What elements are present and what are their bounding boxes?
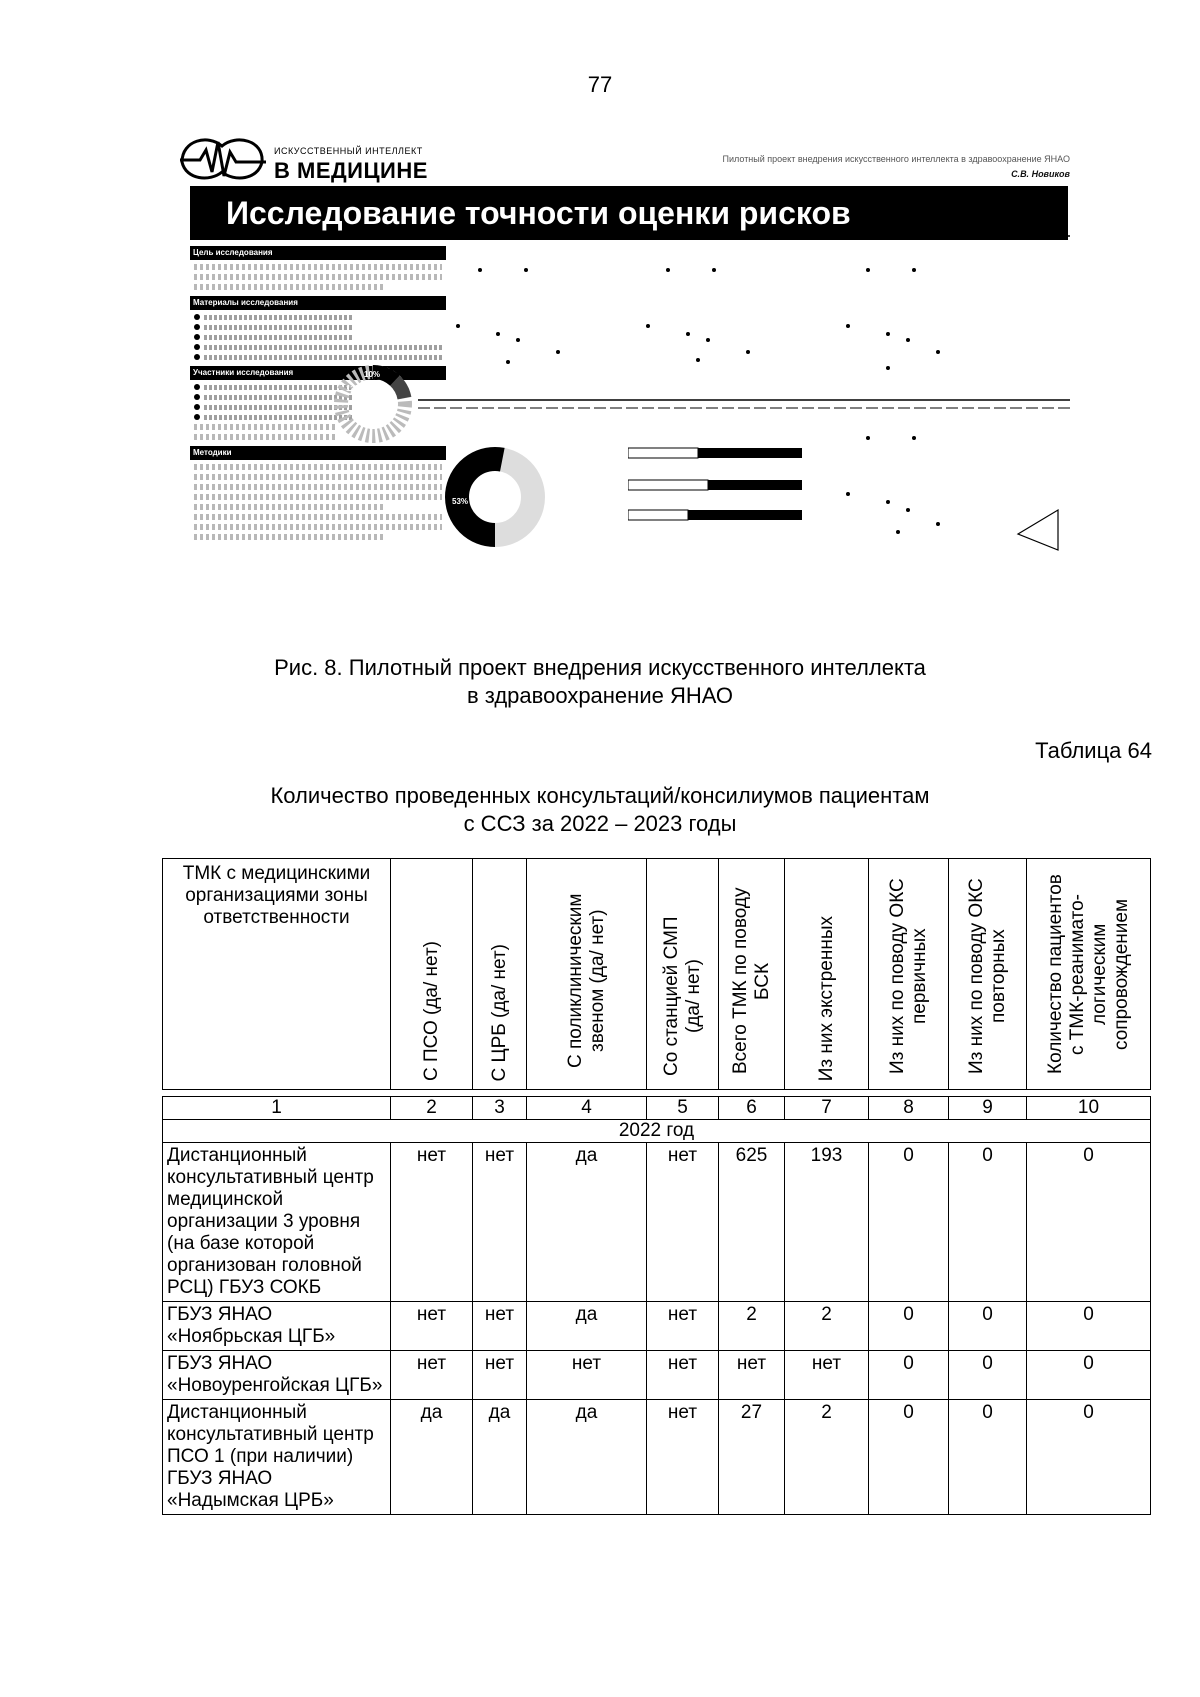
blurred-text — [194, 484, 442, 490]
table-cell: да — [527, 1143, 647, 1302]
header-label: С ПСО (да/ нет) — [420, 940, 442, 1081]
table-cell: нет — [719, 1351, 785, 1400]
table-cell: 193 — [785, 1143, 869, 1302]
blurred-text — [194, 274, 442, 280]
blurred-text — [194, 424, 335, 430]
column-number: 6 — [719, 1097, 785, 1120]
blurred-text — [194, 534, 386, 540]
bullet-icon — [194, 324, 200, 330]
table-title — [0, 782, 1200, 838]
table-cell: 2 — [785, 1400, 869, 1515]
donut-big-label: 53% — [452, 497, 469, 506]
header-label: Из них по поводу ОКС повторных — [965, 878, 1009, 1074]
table-cell: нет — [785, 1351, 869, 1400]
table-cell: 2 — [785, 1302, 869, 1351]
materials-item — [194, 324, 442, 330]
column-number: 2 — [391, 1097, 473, 1120]
blurred-text — [194, 494, 442, 500]
bar-group — [628, 444, 808, 534]
org-name-cell: ГБУЗ ЯНАО «Новоуренгойская ЦГБ» — [163, 1351, 391, 1400]
materials-item — [194, 314, 442, 320]
table-cell: 0 — [1027, 1351, 1151, 1400]
table-cell: 0 — [1027, 1400, 1151, 1515]
table-cell: да — [473, 1400, 527, 1515]
column-number: 3 — [473, 1097, 527, 1120]
section-goal: Цель исследования — [190, 246, 446, 260]
bullet-icon — [194, 334, 200, 340]
header-label: С поликлиническим звеном (да/ нет) — [564, 893, 608, 1069]
blurred-text — [194, 464, 442, 470]
blurred-text — [194, 434, 335, 440]
table-row — [163, 1302, 1151, 1351]
table-cell: нет — [391, 1302, 473, 1351]
bullet-icon — [194, 414, 200, 420]
header-cell — [527, 859, 647, 1090]
poster-author: С.В. Новиков — [1011, 169, 1070, 179]
table-cell: нет — [473, 1302, 527, 1351]
column-number: 1 — [163, 1097, 391, 1120]
poster-header-line: Пилотный проект внедрения искусственного интеллекта в здравоохранение ЯНАО — [722, 154, 1070, 164]
table-row — [163, 1400, 1151, 1515]
table-cell: 2 — [719, 1302, 785, 1351]
table-cell: 0 — [949, 1400, 1027, 1515]
table-header-row — [163, 859, 1151, 1090]
table-cell: 0 — [1027, 1143, 1151, 1302]
table-cell: нет — [527, 1351, 647, 1400]
poster-header-info — [600, 152, 1070, 182]
blurred-text — [194, 504, 386, 510]
header-label: Со станцией СМП (да/ нет) — [660, 916, 704, 1076]
table-spacer-row — [163, 1090, 1151, 1097]
header-label: Количество пациентов с ТМК-реанимато-логическим сопровождением — [1044, 874, 1132, 1074]
logo-big-text: В МЕДИЦИНЕ — [274, 158, 428, 183]
table-cell: 27 — [719, 1400, 785, 1515]
column-number: 9 — [949, 1097, 1027, 1120]
table-cell: нет — [473, 1351, 527, 1400]
header-label: С ЦРБ (да/ нет) — [488, 943, 510, 1081]
table-cell: нет — [391, 1351, 473, 1400]
year-label: 2022 год — [163, 1120, 1151, 1143]
figure-poster — [178, 114, 1070, 612]
caption-line: в здравоохранение ЯНАО — [466, 683, 734, 708]
logo-small-text: ИСКУССТВЕННЫЙ ИНТЕЛЛЕКТ — [274, 146, 423, 156]
column-number: 7 — [785, 1097, 869, 1120]
consultations-table — [162, 858, 1151, 1515]
org-name-cell: ГБУЗ ЯНАО «Ноябрьская ЦГБ» — [163, 1302, 391, 1351]
blurred-text — [194, 474, 442, 480]
table-cell: 0 — [949, 1302, 1027, 1351]
table-cell: 0 — [869, 1351, 949, 1400]
table-cell: нет — [473, 1143, 527, 1302]
table-title-line: с ССЗ за 2022 – 2023 годы — [463, 811, 737, 836]
table-row — [163, 1351, 1151, 1400]
poster-visual-grid — [418, 210, 1070, 610]
blurred-text — [194, 524, 442, 530]
header-cell — [719, 859, 785, 1090]
bullet-icon — [194, 394, 200, 400]
table-cell: 0 — [949, 1143, 1027, 1302]
column-number: 4 — [527, 1097, 647, 1120]
materials-item — [194, 344, 442, 350]
donut-chart-small — [328, 359, 418, 449]
table-cell: 0 — [869, 1302, 949, 1351]
header-label: Из них по поводу ОКС первичных — [886, 878, 930, 1074]
table-title-line: Количество проведенных консультаций/консилиумов пациентам — [270, 783, 930, 808]
heartbeat-logo-icon — [178, 128, 268, 188]
header-label: Из них экстренных — [815, 915, 837, 1081]
blurred-text — [194, 514, 442, 520]
column-number: 5 — [647, 1097, 719, 1120]
blurred-text — [194, 264, 442, 270]
bullet-icon — [194, 354, 200, 360]
poster-logo — [178, 128, 438, 188]
table-row — [163, 1143, 1151, 1302]
caption-line: Рис. 8. Пилотный проект внедрения искусственного интеллекта — [274, 655, 926, 680]
figure-caption — [0, 654, 1200, 710]
table-number: Таблица 64 — [1035, 738, 1152, 763]
table-cell: нет — [647, 1400, 719, 1515]
column-number: 10 — [1027, 1097, 1151, 1120]
table-cell: нет — [647, 1351, 719, 1400]
header-cell: ТМК с медицинскими организациями зоны ответственности — [163, 859, 391, 1090]
header-cell — [869, 859, 949, 1090]
header-cell — [949, 859, 1027, 1090]
header-cell — [1027, 859, 1151, 1090]
page-number: 77 — [587, 72, 613, 97]
table-cell: 625 — [719, 1143, 785, 1302]
table-cell: нет — [647, 1143, 719, 1302]
column-number-row — [163, 1097, 1151, 1120]
blurred-text — [194, 284, 386, 290]
poster-banner-title: Исследование точности оценки рисков — [190, 186, 1068, 240]
donut-small-label: 10% — [364, 370, 381, 379]
table-cell: 0 — [1027, 1302, 1151, 1351]
table-cell: да — [391, 1400, 473, 1515]
header-cell — [473, 859, 527, 1090]
table-cell: нет — [647, 1302, 719, 1351]
table-cell: нет — [391, 1143, 473, 1302]
year-row — [163, 1120, 1151, 1143]
header-cell — [647, 859, 719, 1090]
header-cell — [785, 859, 869, 1090]
table-cell: да — [527, 1302, 647, 1351]
table-cell: да — [527, 1400, 647, 1515]
bullet-icon — [194, 384, 200, 390]
table-cell: 0 — [869, 1400, 949, 1515]
section-materials: Материалы исследования — [190, 296, 446, 310]
section-methods: Методики — [190, 446, 446, 460]
donut-small-label: 12% — [346, 384, 363, 393]
column-number: 8 — [869, 1097, 949, 1120]
org-name-cell: Дистанционный консультативный центр медицинской организации 3 уровня (на базе которой организован головной РСЦ) ГБУЗ СОКБ — [163, 1143, 391, 1302]
section-participants: Участники исследования — [190, 366, 446, 380]
bullet-icon — [194, 344, 200, 350]
bullet-icon — [194, 404, 200, 410]
header-cell — [391, 859, 473, 1090]
header-label: Всего ТМК по поводу БСК — [729, 887, 773, 1075]
materials-item — [194, 334, 442, 340]
org-name-cell: Дистанционный консультативный центр ПСО 1 (при наличии) ГБУЗ ЯНАО «Надымская ЦРБ» — [163, 1400, 391, 1515]
table-cell: 0 — [869, 1143, 949, 1302]
bullet-icon — [194, 314, 200, 320]
table-cell: 0 — [949, 1351, 1027, 1400]
